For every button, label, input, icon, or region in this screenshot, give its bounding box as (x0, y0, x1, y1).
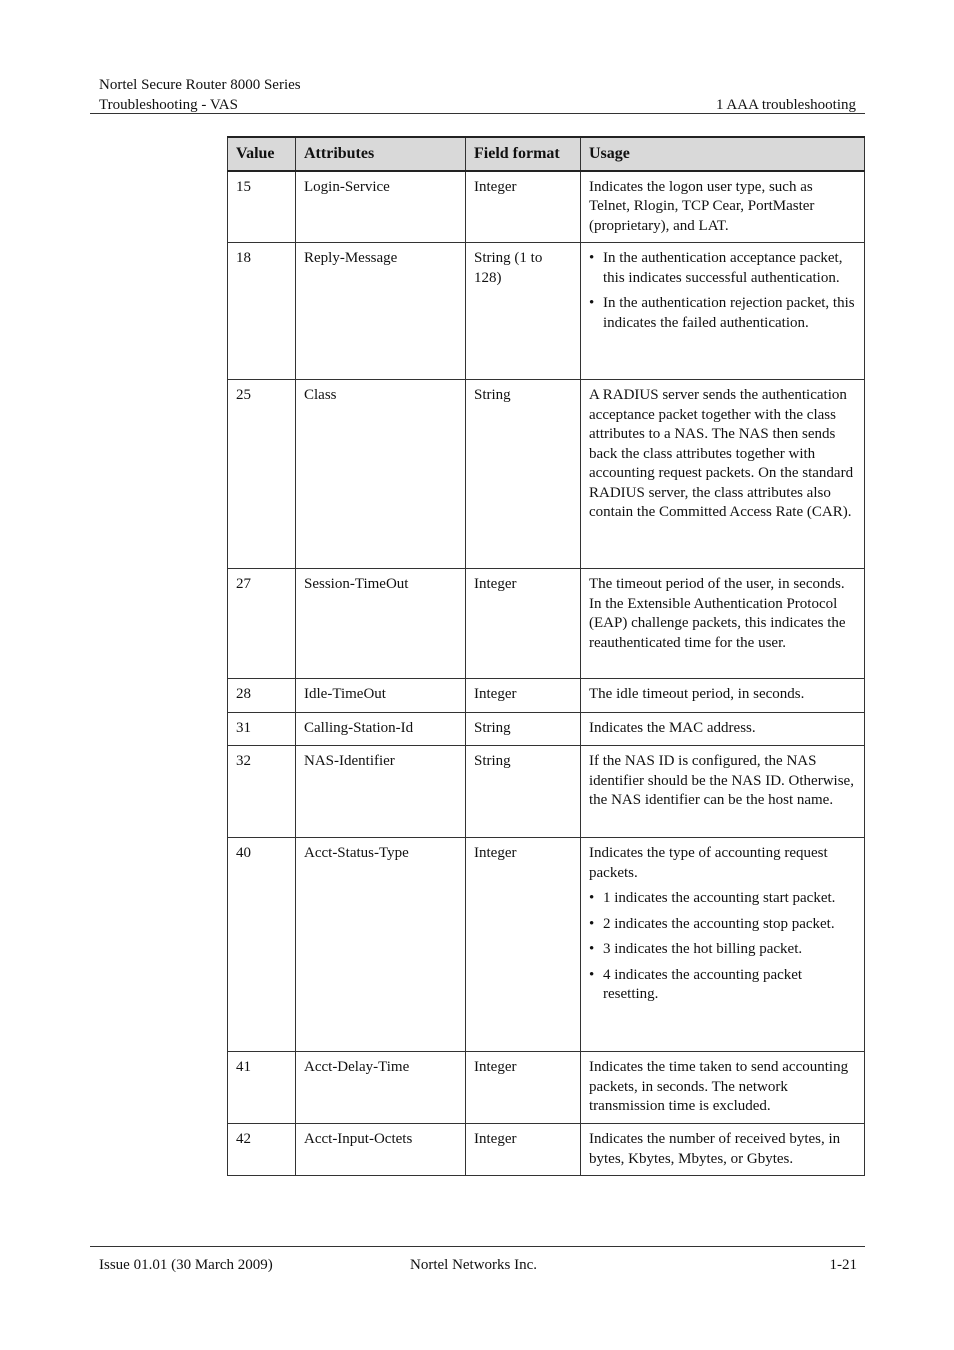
usage-bullet-list (589, 249, 856, 333)
cell-value: 28 (228, 679, 296, 713)
cell-format: Integer (466, 1052, 581, 1124)
usage-bullet: • 3 indicates the hot billing packet. (589, 940, 856, 960)
cell-attribute: Acct-Delay-Time (296, 1052, 466, 1124)
header-product: Nortel Secure Router 8000 Series (99, 77, 301, 93)
table-row (228, 171, 865, 243)
header-chapter: 1 AAA troubleshooting (715, 97, 856, 113)
cell-attribute: Calling-Station-Id (296, 713, 466, 746)
cell-attribute: Acct-Input-Octets (296, 1124, 466, 1176)
usage-bullet: • 4 indicates the accounting packet resetting. (589, 966, 856, 1005)
cell-usage (581, 713, 865, 746)
footer-company: Nortel Networks Inc. (410, 1257, 538, 1273)
header-rule (90, 113, 865, 114)
cell-usage (581, 1124, 865, 1176)
cell-value: 27 (228, 569, 296, 679)
cell-attribute: Session-TimeOut (296, 569, 466, 679)
cell-format: String (466, 713, 581, 746)
cell-value: 18 (228, 243, 296, 380)
usage-text: The timeout period of the user, in seconds. In the Extensible Authentication Protocol (EAP) challenge packets, this indicates the reauthenticated time for the user. (589, 576, 846, 651)
cell-usage (581, 569, 865, 679)
footer-page-number: 1-21 (829, 1257, 857, 1273)
cell-format: String (466, 380, 581, 569)
cell-value: 15 (228, 171, 296, 243)
col-header-attributes: Attributes (296, 137, 466, 171)
cell-format: Integer (466, 1124, 581, 1176)
cell-usage (581, 679, 865, 713)
header-doc-title: Troubleshooting - VAS (99, 97, 238, 113)
table-row (228, 746, 865, 838)
table-header-row (228, 137, 865, 171)
cell-usage (581, 380, 865, 569)
footer-issue: Issue 01.01 (30 March 2009) (99, 1257, 273, 1273)
usage-text: Indicates the logon user type, such as Telnet, Rlogin, TCP Cear, PortMaster (proprietary), and LAT. (589, 178, 815, 234)
usage-text: Indicates the number of received bytes, in bytes, Kbytes, Mbytes, or Gbytes. (589, 1131, 841, 1167)
cell-format: Integer (466, 569, 581, 679)
cell-value: 31 (228, 713, 296, 746)
cell-usage (581, 838, 865, 1052)
cell-format: String (1 to 128) (466, 243, 581, 380)
cell-format: Integer (466, 171, 581, 243)
table-row (228, 1124, 865, 1176)
usage-text: The idle timeout period, in seconds. (589, 686, 805, 702)
cell-attribute: Reply-Message (296, 243, 466, 380)
radius-attributes-table (227, 136, 865, 1176)
table-row (228, 1052, 865, 1124)
cell-value: 41 (228, 1052, 296, 1124)
table-row (228, 838, 865, 1052)
table-row (228, 243, 865, 380)
footer-rule (90, 1246, 865, 1247)
cell-attribute: Acct-Status-Type (296, 838, 466, 1052)
cell-usage (581, 171, 865, 243)
usage-text: Indicates the MAC address. (589, 720, 756, 736)
cell-value: 25 (228, 380, 296, 569)
cell-attribute: Login-Service (296, 171, 466, 243)
cell-attribute: Class (296, 380, 466, 569)
cell-attribute: NAS-Identifier (296, 746, 466, 838)
usage-text: If the NAS ID is configured, the NAS identifier should be the NAS ID. Otherwise, the NAS identifier can be the host name. (589, 753, 854, 808)
cell-usage (581, 1052, 865, 1124)
table-row (228, 713, 865, 746)
col-header-usage: Usage (581, 137, 865, 171)
cell-format: Integer (466, 838, 581, 1052)
cell-value: 40 (228, 838, 296, 1052)
usage-bullet-list (589, 889, 856, 1005)
usage-bullet: • In the authentication acceptance packet, this indicates successful authentication. (589, 249, 856, 288)
cell-usage (581, 746, 865, 838)
usage-intro-text: Indicates the type of accounting request packets. (589, 845, 828, 881)
cell-format: String (466, 746, 581, 838)
cell-attribute: Idle-TimeOut (296, 679, 466, 713)
usage-text: A RADIUS server sends the authentication acceptance packet together with the class attributes to a NAS. The NAS then sends back the class attributes together with accounting request packets. On the standard RADIUS server, the class attributes also contain the Committed Access Rate (CAR). (589, 387, 854, 520)
col-header-value: Value (228, 137, 296, 171)
usage-bullet: • 1 indicates the accounting start packet. (589, 889, 856, 909)
table-row (228, 380, 865, 569)
table-row (228, 569, 865, 679)
table-row (228, 679, 865, 713)
usage-bullet: • 2 indicates the accounting stop packet. (589, 915, 856, 935)
cell-value: 32 (228, 746, 296, 838)
cell-value: 42 (228, 1124, 296, 1176)
usage-text: Indicates the time taken to send accounting packets, in seconds. The network transmission time is excluded. (589, 1059, 849, 1114)
cell-usage (581, 243, 865, 380)
col-header-field-format: Field format (466, 137, 581, 171)
cell-format: Integer (466, 679, 581, 713)
usage-bullet: • In the authentication rejection packet, this indicates the failed authentication. (589, 294, 856, 333)
